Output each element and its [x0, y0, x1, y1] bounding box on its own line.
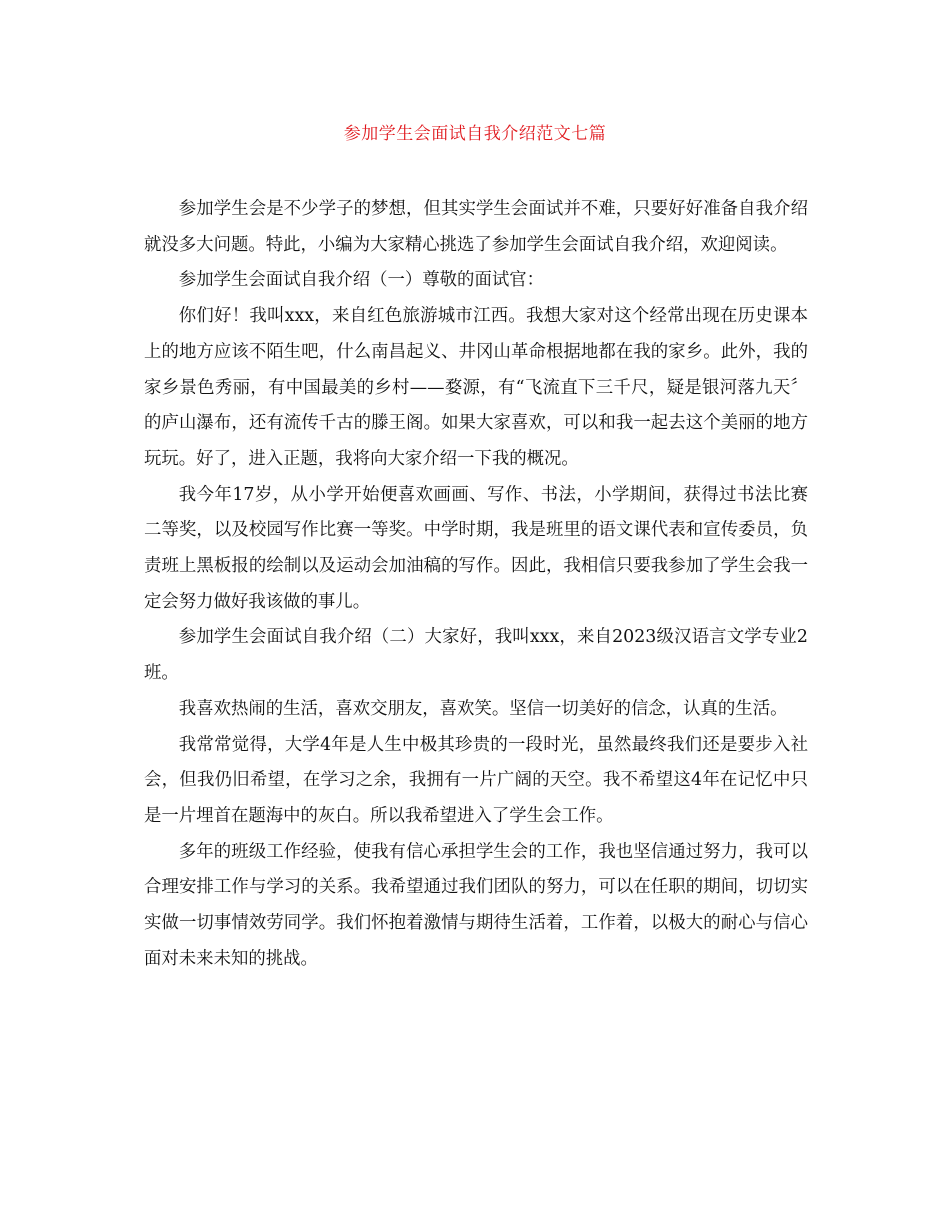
- paragraph-intro: 参加学生会是不少学子的梦想，但其实学生会面试并不难，只要好好准备自我介绍就没多大问题。特此，小编为大家精心挑选了参加学生会面试自我介绍，欢迎阅读。: [144, 199, 808, 255]
- paragraph-hometown: 你们好！我叫xxx，来自红色旅游城市江西。我想大家对这个经常出现在历史课本上的地方应该不陌生吧，什么南昌起义、井冈山革命根据地都在我的家乡。此外，我的家乡景色秀丽，有中国最美的乡村——婺源，有“飞流直下三千尺，疑是银河落九天〞的庐山瀑布，还有流传千古的滕王阁。如果大家喜欢，可以和我一起去这个美丽的地方玩玩。好了，进入正题，我将向大家介绍一下我的概况。: [144, 306, 808, 469]
- paragraph-university-life: 我常常觉得，大学4年是人生中极其珍贵的一段时光，虽然最终我们还是要步入社会，但我仍旧希望，在学习之余，我拥有一片广阔的天空。我不希望这4年在记忆中只是一片埋首在题海中的灰白。所以我希望进入了学生会工作。: [144, 734, 808, 826]
- paragraph-section-2-heading: 参加学生会面试自我介绍（二）大家好，我叫xxx，来自2023级汉语言文学专业2班。: [144, 627, 808, 684]
- paragraph-section-1-heading: 参加学生会面试自我介绍（一）尊敬的面试官：: [178, 270, 545, 291]
- paragraph-background: 我今年17岁，从小学开始便喜欢画画、写作、书法，小学期间，获得过书法比赛二等奖，以及校园写作比赛一等奖。中学时期，我是班里的语文课代表和宣传委员，负责班上黑板报的绘制以及运动会加油稿的写作。因此，我相信只要我参加了学生会我一定会努力做好我该做的事儿。: [144, 484, 808, 612]
- paragraph-personality: 我喜欢热闹的生活，喜欢交朋友，喜欢笑。坚信一切美好的信念，认真的生活。: [178, 698, 788, 719]
- paragraph-experience: 多年的班级工作经验，使我有信心承担学生会的工作，我也坚信通过努力，我可以合理安排工作与学习的关系。我希望通过我们团队的努力，可以在任职的期间，切切实实做一切事情效劳同学。我们怀抱着激情与期待生活着，工作着，以极大的耐心与信心面对未来未知的挑战。: [144, 841, 808, 969]
- document-title: 参加学生会面试自我介绍范文七篇: [343, 124, 607, 144]
- document-body: [144, 192, 808, 977]
